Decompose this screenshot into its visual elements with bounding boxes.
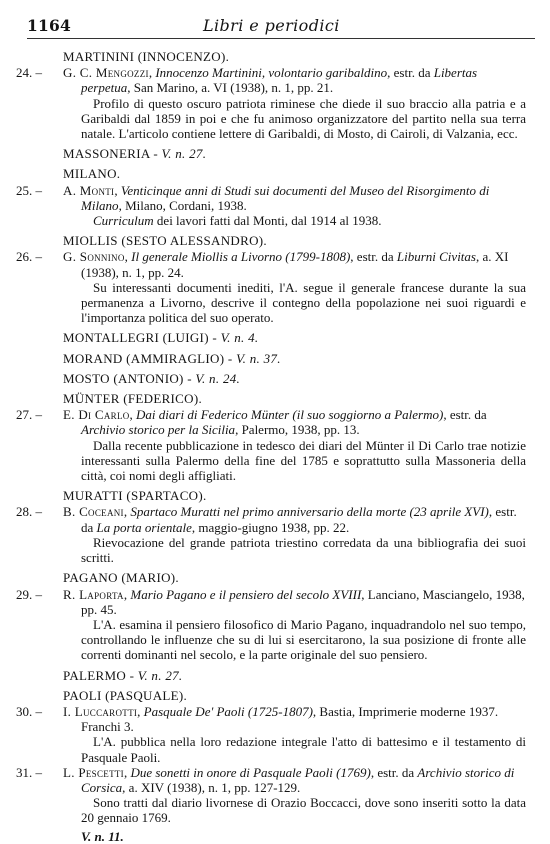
- entry-abstract: Profilo di questo oscuro patriota riminese che diede il suo braccio alla patria e a Garibaldi dal 1859 in poi e che fu animoso organizzatore del partito nella sua terra natale. L'articolo contiene lettere di Garibaldi, di Mosto, di Cairoli, di Valzania, ecc.: [81, 95, 526, 142]
- entry-details: , a. XI (1938), n. 1, pp. 24.: [81, 249, 509, 280]
- entry-number: 24. –: [16, 65, 42, 81]
- bibliography-content: [16, 49, 526, 844]
- entry-title: Dai diari di Federico Münter (il suo soggiorno a Palermo): [136, 407, 444, 423]
- entry-abstract: [34, 213, 526, 228]
- entry-number: 31. –: [16, 764, 42, 780]
- entry-details: , estr. da: [81, 504, 517, 535]
- entry-details: , Bastia, Imprimerie moderne 1937. Franchi 3.: [81, 703, 499, 735]
- entry-number: 30. –: [16, 703, 42, 719]
- entry-author: L. Pescetti: [63, 764, 124, 780]
- bibliography-entry: 25. – A. Monti, Venticinque anni di Studi sui documenti del Museo del Risorgimento di Milano, Milano, Cordani, 1938.: [16, 182, 490, 213]
- entry-title: Innocenzo Martinini, volontario garibaldino: [155, 65, 388, 81]
- reference-subject: MASSONERIA -: [63, 146, 162, 162]
- reference-target: V. n. 4.: [220, 330, 259, 346]
- cross-reference: [34, 146, 526, 161]
- abstract-italic: Curriculum: [93, 213, 154, 229]
- bibliography-entry: 27. – E. Di Carlo, Dai diari di Federico Münter (il suo soggiorno a Palermo), estr. da Archivio storico per la Sicilia, Palermo, 1938, pp. 13.: [16, 407, 487, 438]
- entry-author: E. Di Carlo: [63, 407, 130, 423]
- bibliography-entry: 28. – B. Coceani, Spartaco Muratti nel primo anniversario della morte (23 aprile XVI), estr. da La porta orientale, maggio-giugno 1938, pp. 22.: [16, 504, 517, 535]
- entry-abstract: Dalla recente pubblicazione in tedesco dei diari del Münter il Di Carlo trae notizie interessanti sulla Palermo della fine del 1785 e soprattutto sulla Massoneria della città, coi nomi degli affigliati.: [81, 437, 526, 484]
- entry-number: 25. –: [16, 182, 42, 198]
- cross-reference: [34, 330, 526, 345]
- entry-author: R. Laporta: [63, 586, 124, 602]
- entry-source: Liburni Civitas: [396, 249, 476, 265]
- entry-details: , Milano, Cordani, 1938.: [118, 197, 247, 213]
- entry-number: 26. –: [16, 249, 42, 265]
- page-number: 1164: [27, 16, 71, 35]
- cross-reference: [34, 351, 526, 366]
- cross-reference: V. n. 11.: [81, 828, 124, 844]
- reference-target: V. n. 27.: [137, 667, 183, 683]
- entry-author: I. Luccarotti: [63, 703, 138, 719]
- entry-abstract: Su interessanti documenti inediti, l'A. segue il generale francese durante la sua permanenza a Livorno, descrive il contegno della popolazione nei suoi riguardi e l'importanza politica del suo operato.: [81, 279, 526, 326]
- subject-heading: MILANO.: [63, 166, 121, 182]
- bibliography-entry: 24. – G. C. Mengozzi, Innocenzo Martinini, volontario garibaldino, estr. da Libertas perpetua, San Marino, a. VI (1938), n. 1, pp. 21.: [16, 65, 478, 96]
- entry-source: Libertas perpetua: [81, 65, 478, 96]
- running-title: Libri e periodici: [203, 16, 340, 35]
- entry-title: Venticinque anni di Studi sui documenti del Museo del Risorgimento di Milano: [81, 182, 490, 213]
- entry-details: , Lanciano, Masciangelo, 1938, pp. 45.: [81, 586, 525, 617]
- bibliography-entry: 29. – R. Laporta, Mario Pagano e il pensiero del secolo XVIII, Lanciano, Masciangelo, 1938, pp. 45.: [16, 586, 525, 617]
- entry-number: 29. –: [16, 586, 42, 602]
- bibliography-entry: 30. – I. Luccarotti, Pasquale De' Paoli (1725-1807), Bastia, Imprimerie moderne 1937. Franchi 3.: [16, 703, 499, 735]
- entry-details: , San Marino, a. VI (1938), n. 1, pp. 21.: [127, 80, 334, 96]
- page-header: [27, 10, 535, 39]
- reference-subject: MONTALLEGRI (LUIGI) -: [63, 330, 221, 346]
- cross-reference: [34, 668, 526, 683]
- reference-subject: MORAND (AMMIRAGLIO) -: [63, 350, 237, 366]
- entry-title: Due sonetti in onore di Pasquale Paoli (1769): [130, 764, 371, 780]
- entry-source: Archivio storico di Corsica: [81, 764, 515, 795]
- entry-author: G. Sonnino: [63, 249, 125, 265]
- entry-abstract: Sono tratti dal diario livornese di Orazio Boccacci, dove sono inseriti sotto la data 20 gennaio 1769.: [81, 795, 526, 826]
- entry-source: La porta orientale: [96, 519, 192, 535]
- subject-heading: PAGANO (MARIO).: [63, 570, 179, 586]
- subject-heading: MÜNTER (FEDERICO).: [63, 391, 203, 407]
- reference-target: V. n. 37.: [236, 350, 281, 366]
- entry-details: , estr. da: [443, 407, 487, 423]
- bibliography-entry: 31. – L. Pescetti, Due sonetti in onore di Pasquale Paoli (1769), estr. da Archivio storico di Corsica, a. XIV (1938), n. 1, pp. 127-129.: [16, 764, 515, 795]
- reference-subject: MOSTO (ANTONIO) -: [63, 370, 196, 386]
- subject-heading: MARTININI (INNOCENZO).: [63, 49, 230, 64]
- subject-heading: PAOLI (PASQUALE).: [63, 687, 188, 703]
- entry-details: , a. XIV (1938), n. 1, pp. 127-129.: [122, 779, 301, 795]
- entry-author: B. Coceani: [63, 504, 124, 520]
- subject-heading: MURATTI (SPARTACO).: [63, 488, 207, 504]
- entry-author: G. C. Mengozzi: [63, 65, 149, 81]
- cross-reference: [34, 371, 526, 386]
- entry-title: Il generale Miollis a Livorno (1799-1808): [131, 249, 351, 265]
- abstract-text: dei lavori fatti dal Monti, dal 1914 al 1938.: [153, 213, 382, 229]
- reference-subject: PALERMO -: [63, 667, 138, 683]
- entry-details: , Palermo, 1938, pp. 13.: [235, 422, 360, 438]
- entry-abstract: L'A. pubblica nella loro redazione integrale l'atto di battesimo e il testamento di Pasquale Paoli.: [81, 734, 526, 765]
- entry-title: Pasquale De' Paoli (1725-1807): [143, 703, 313, 719]
- entry-details: , estr. da: [387, 65, 434, 81]
- subject-heading: MIOLLIS (SESTO ALESSANDRO).: [63, 233, 267, 249]
- entry-number: 27. –: [16, 407, 42, 423]
- entry-title: Spartaco Muratti nel primo anniversario della morte (23 aprile XVI): [130, 504, 489, 520]
- bibliography-entry: 26. – G. Sonnino, Il generale Miollis a Livorno (1799-1808), estr. da Liburni Civitas, a. XI (1938), n. 1, pp. 24.: [16, 249, 509, 280]
- reference-target: V. n. 27.: [161, 146, 207, 162]
- reference-target: V. n. 24.: [195, 370, 241, 386]
- entry-number: 28. –: [16, 504, 42, 520]
- entry-details: , estr. da: [370, 764, 418, 780]
- entry-details: , estr. da: [350, 249, 397, 265]
- entry-abstract: Rievocazione del grande patriota triestino corredata da una bibliografia dei suoi scritti.: [81, 534, 526, 566]
- entry-author: A. Monti: [63, 182, 115, 198]
- entry-abstract: L'A. esamina il pensiero filosofico di Mario Pagano, inquadrandolo nel suo tempo, controllando le influenze che su di lui si esercitarono, la sua posizione di fronte alle correnti dominanti nel secolo, e la parte originale del suo pensiero.: [81, 616, 526, 663]
- entry-details: , maggio-giugno 1938, pp. 22.: [191, 519, 350, 535]
- entry-source: Archivio storico per la Sicilia: [81, 422, 236, 438]
- entry-title: Mario Pagano e il pensiero del secolo XVIII: [130, 586, 362, 602]
